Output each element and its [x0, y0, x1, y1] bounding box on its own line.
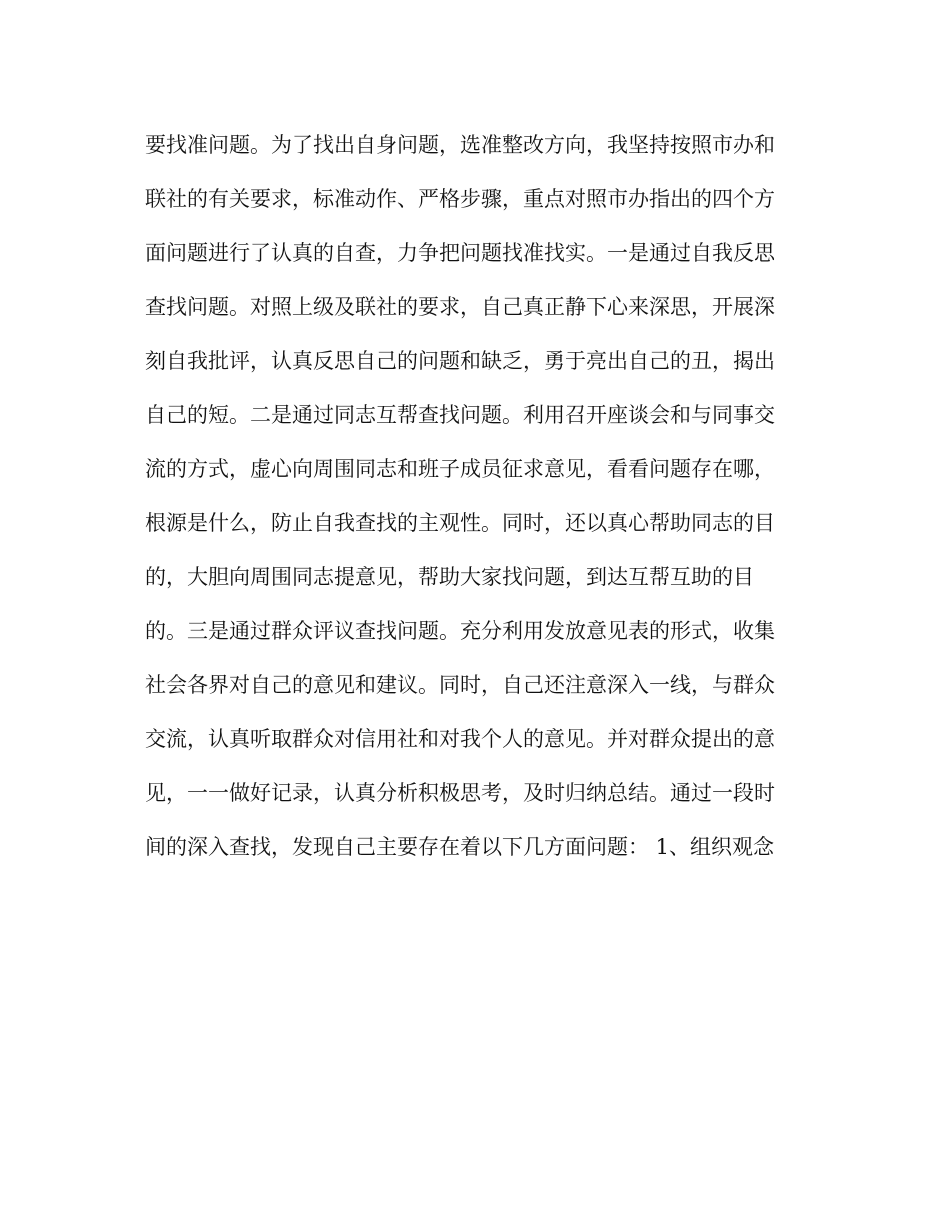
text-line: 根源是什么，防止自我查找的主观性。同时，还以真心帮助同志的目: [145, 511, 775, 535]
text-line: 的。三是通过群众评议查找问题。充分利用发放意见表的形式，收集: [145, 619, 775, 643]
text-line: 要找准问题。为了找出自身问题，选准整改方向，我坚持按照市办和: [145, 133, 775, 157]
text-line: 间的深入查找，发现自己主要存在着以下几方面问题： 1、组织观念: [145, 835, 775, 859]
text-line: 面问题进行了认真的自查，力争把问题找准找实。一是通过自我反思: [145, 241, 775, 265]
text-line: 查找问题。对照上级及联社的要求，自己真正静下心来深思，开展深: [145, 295, 775, 319]
text-line: 自己的短。二是通过同志互帮查找问题。利用召开座谈会和与同事交: [145, 403, 775, 427]
text-line: 社会各界对自己的意见和建议。同时，自己还注意深入一线，与群众: [145, 673, 775, 697]
text-line: 刻自我批评，认真反思自己的问题和缺乏，勇于亮出自己的丑，揭出: [145, 349, 775, 373]
body-text: [145, 118, 805, 874]
text-line: 联社的有关要求，标准动作、严格步骤，重点对照市办指出的四个方: [145, 187, 775, 211]
text-line: 交流，认真听取群众对信用社和对我个人的意见。并对群众提出的意: [145, 727, 775, 751]
text-line: 流的方式，虚心向周围同志和班子成员征求意见，看看问题存在哪，: [145, 457, 775, 481]
text-line: 见，一一做好记录，认真分析积极思考，及时归纳总结。通过一段时: [145, 781, 775, 805]
text-line: 的，大胆向周围同志提意见，帮助大家找问题，到达互帮互助的目: [145, 565, 754, 589]
